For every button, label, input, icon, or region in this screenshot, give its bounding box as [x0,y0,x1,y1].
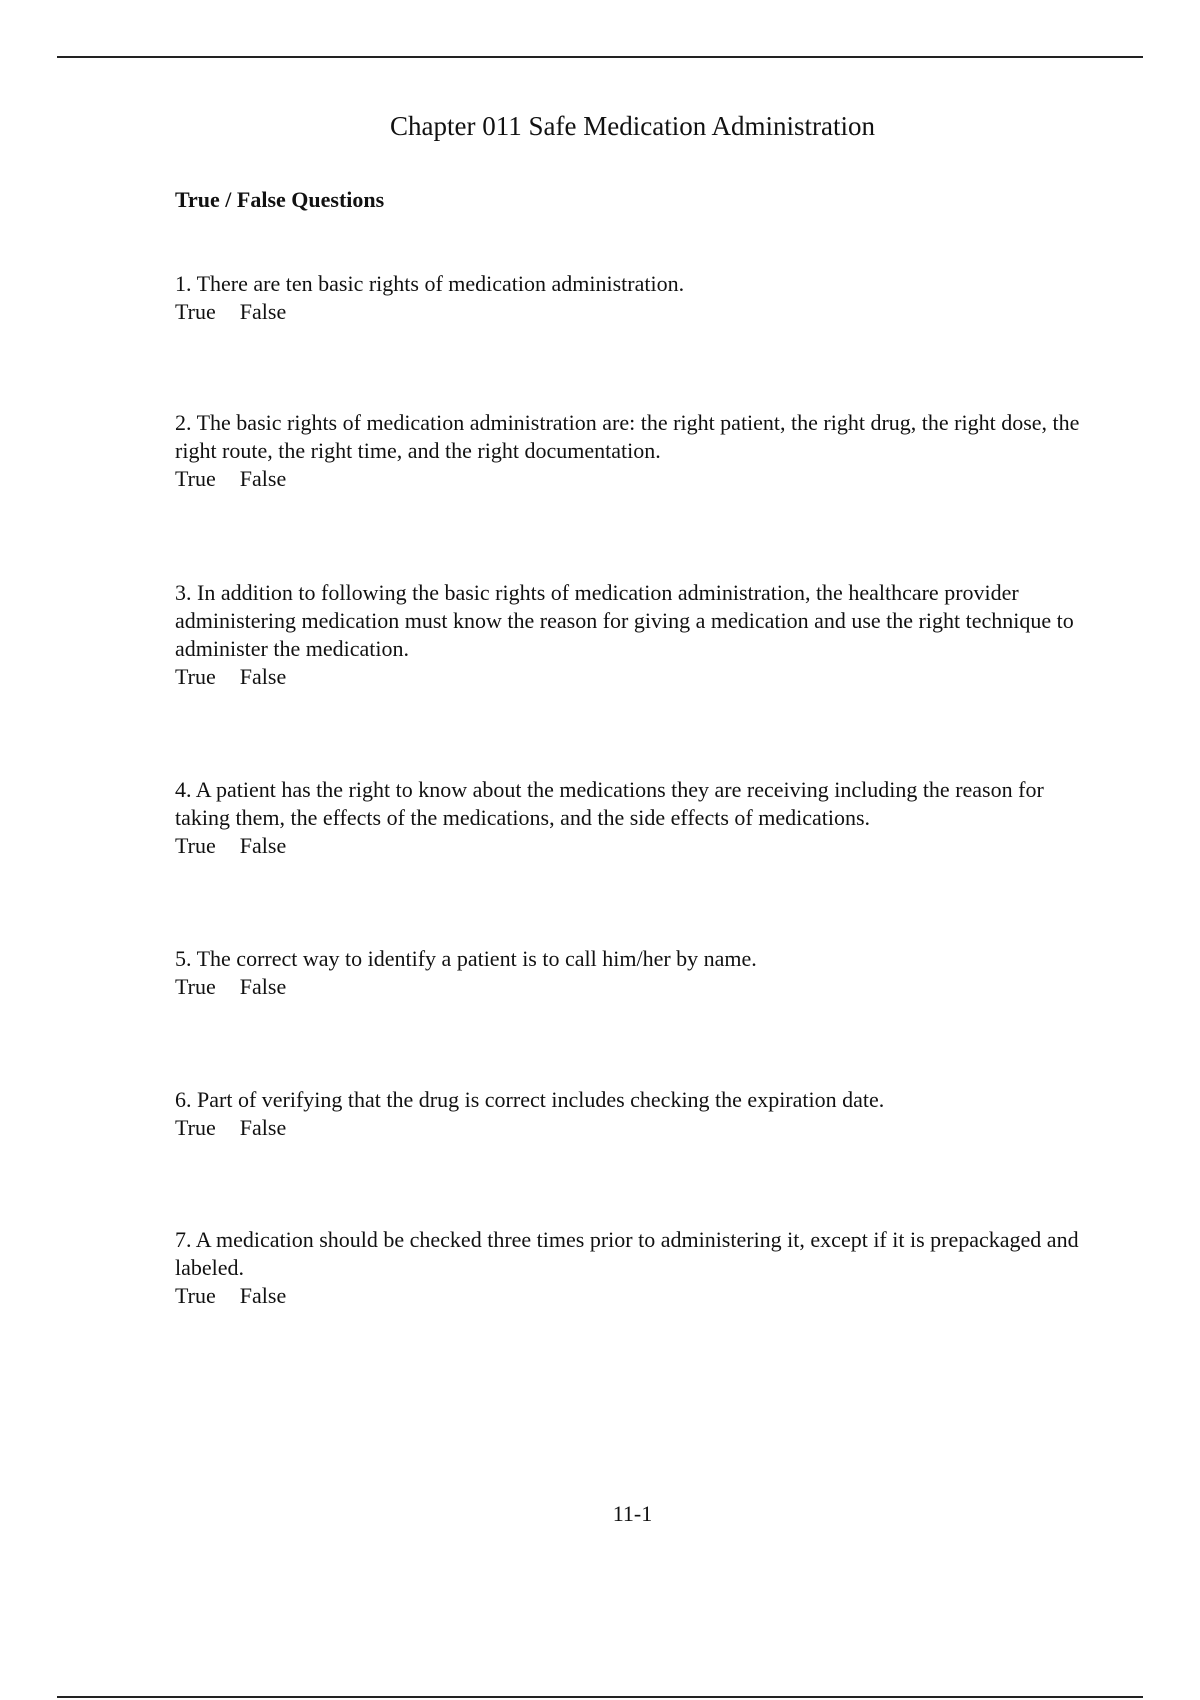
answer-true-option[interactable]: True [175,974,216,999]
question-item [175,1226,1095,1310]
answer-options [175,298,1095,326]
question-text: 4. A patient has the right to know about the medications they are receiving including the reason for taking them, the effects of the medications, and the side effects of medications. [175,777,1044,830]
question-text: 3. In addition to following the basic rights of medication administration, the healthcare provider administering medication must know the reason for giving a medication and use the right technique to administer the medication. [175,580,1074,661]
question-text: 2. The basic rights of medication administration are: the right patient, the right drug, the right dose, the right route, the right time, and the right documentation. [175,410,1080,463]
question-item [175,579,1095,691]
question-text: 7. A medication should be checked three times prior to administering it, except if it is prepackaged and labeled. [175,1227,1079,1280]
answer-options [175,465,1095,493]
answer-true-option[interactable]: True [175,833,216,858]
answer-options [175,1114,1095,1142]
section-heading: True / False Questions [175,187,385,212]
question-item [175,776,1095,860]
question-item [175,1086,1095,1142]
answer-true-option[interactable]: True [175,299,216,324]
answer-false-option[interactable]: False [239,1283,287,1308]
question-text: 6. Part of verifying that the drug is correct includes checking the expiration date. [175,1087,885,1112]
question-item [175,409,1095,493]
answer-options [175,973,1095,1001]
bottom-divider [57,1696,1143,1698]
page-number: 11-1 [612,1501,653,1526]
answer-true-option[interactable]: True [175,466,216,491]
answer-false-option[interactable]: False [239,974,287,999]
question-item [175,945,1095,1001]
answer-options [175,832,1095,860]
chapter-title: Chapter 011 Safe Medication Administration [390,111,875,141]
answer-false-option[interactable]: False [239,664,287,689]
answer-true-option[interactable]: True [175,1283,216,1308]
question-text: 5. The correct way to identify a patient is to call him/her by name. [175,946,757,971]
answer-false-option[interactable]: False [239,833,287,858]
question-text: 1. There are ten basic rights of medication administration. [175,271,685,296]
answer-true-option[interactable]: True [175,664,216,689]
answer-false-option[interactable]: False [239,1115,287,1140]
answer-false-option[interactable]: False [239,299,287,324]
answer-true-option[interactable]: True [175,1115,216,1140]
answer-options [175,1282,1095,1310]
answer-options [175,663,1095,691]
question-item [175,270,1095,326]
top-divider [57,56,1143,58]
answer-false-option[interactable]: False [239,466,287,491]
